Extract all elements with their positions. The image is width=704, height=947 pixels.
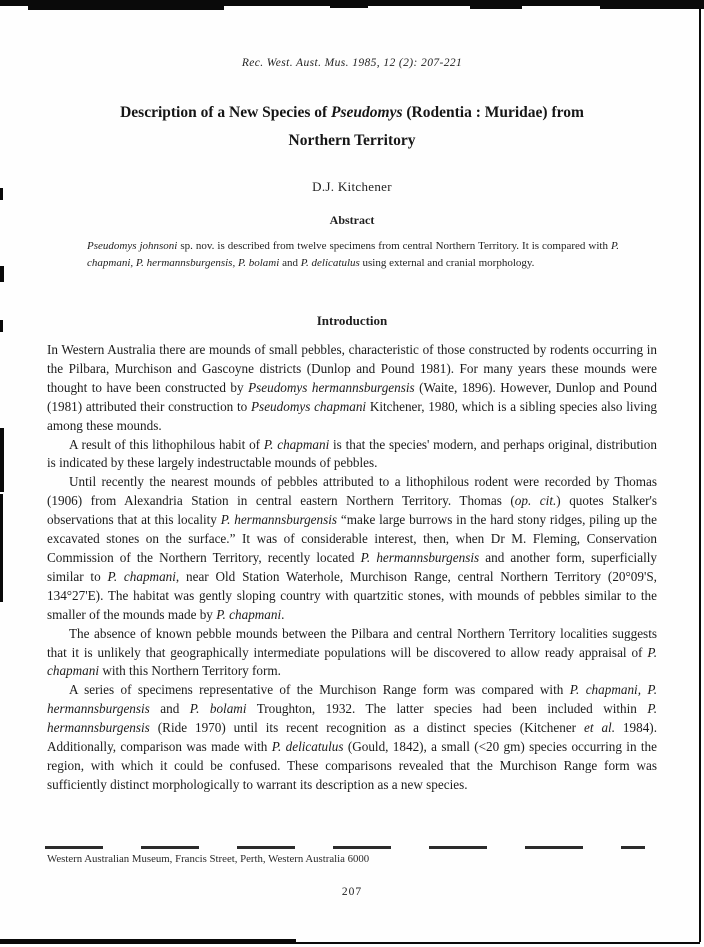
abstract-text: Pseudomys johnsoni sp. nov. is described from twelve specimens from central Northern Territory. It is compared with P. chapmani, P. hermannsburgensis, P. bolami and P. delicatulus using external and cranial morphology. bbox=[87, 240, 619, 269]
introduction-paragraphs bbox=[47, 341, 657, 795]
introduction-heading: Introduction bbox=[316, 313, 388, 328]
body-paragraph: The absence of known pebble mounds between the Pilbara and central Northern Territory localities suggests that it is unlikely that geographically intermediate populations will be discovered to allow ready appraisal of P. chapmani with this Northern Territory form. bbox=[47, 625, 657, 679]
paper-title-line1: Description of a New Species of Pseudomys (Rodentia : Muridae) from bbox=[120, 104, 584, 121]
footnote-affiliation: Western Australian Museum, Francis Street, Perth, Western Australia 6000 bbox=[47, 853, 370, 865]
footnote-separator bbox=[45, 846, 645, 849]
page-number: 207 bbox=[341, 886, 363, 898]
body-paragraph: A result of this lithophilous habit of P. chapmani is that the species' modern, and perhaps original, distribution is indicated by these largely indestructable mounds of pebbles. bbox=[47, 436, 657, 471]
author-name: D.J. Kitchener bbox=[312, 179, 392, 194]
abstract-heading: Abstract bbox=[329, 213, 375, 227]
body-paragraph: In Western Australia there are mounds of small pebbles, characteristic of those constructed by rodents occurring in the Pilbara, Murchison and Gascoyne districts (Dunlop and Pound 1981). For many years these mounds were thought to have been constructed by Pseudomys hermannsburgensis (Waite, 1896). However, Dunlop and Pound (1981) attributed their construction to Pseudomys chapmani Kitchener, 1980, which is a sibling species also living among these mounds. bbox=[47, 342, 658, 433]
body-paragraph: A series of specimens representative of the Murchison Range form was compared with P. chapmani, P. hermannsburgensis and P. bolami Troughton, 1932. The latter species had been included within P. hermannsburgensis (Ride 1970) until its recent recognition as a distinct species (Kitchener et al. 1984). Additionally, comparison was made with P. delicatulus (Gould, 1842), a small (<20 gm) species occurring in the region, with which it could be confused. These comparisons revealed that the Murchison Range form was sufficiently distinct morphologically to warrant its description as a new species. bbox=[47, 682, 658, 792]
paper-title bbox=[52, 99, 652, 155]
paper-title-line2: Northern Territory bbox=[288, 132, 416, 149]
body-paragraph: Until recently the nearest mounds of pebbles attributed to a lithophilous rodent were recorded by Thomas (1906) from Alexandria Station in central eastern Northern Territory. Thomas (op. cit.) quotes Stalker's observations that at this locality P. hermannsburgensis “make large burrows in the hard stony ridges, piling up the excavated stones on the surface.” It was of considerable interest, then, when Dr M. Fleming, Conservation Commission of the Northern Territory, recently located P. hermannsburgensis and another form, superficially similar to P. chapmani, near Old Station Waterhole, Murchison Range, central Northern Territory (20°09'S, 134°27'E). The habitat was gently sloping country with quartzitic stones, with mounds of pebbles similar to the smaller of the mounds made by P. chapmani. bbox=[47, 474, 658, 622]
journal-reference: Rec. West. Aust. Mus. 1985, 12 (2): 207-221 bbox=[241, 57, 463, 69]
